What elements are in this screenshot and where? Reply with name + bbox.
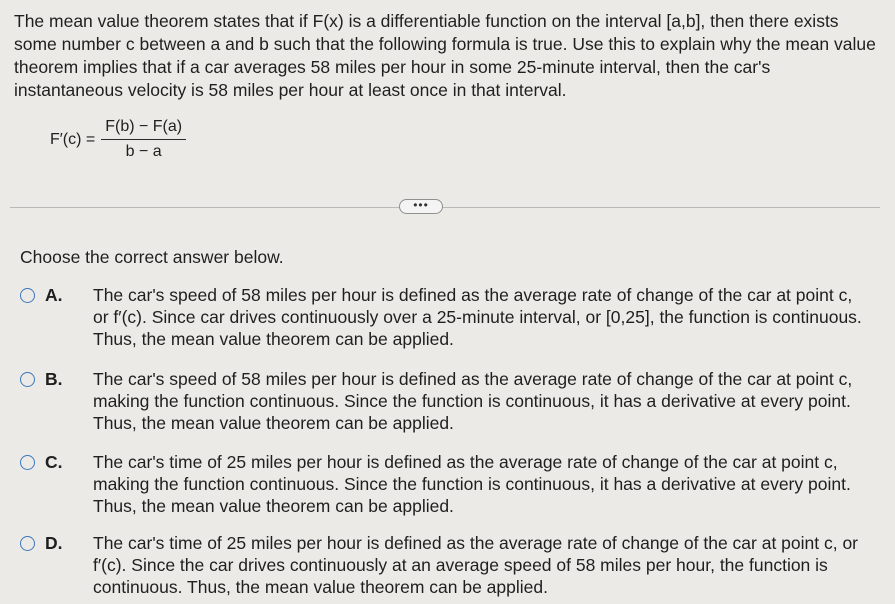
option-text-d[interactable]: The car's time of 25 miles per hour is defined as the average rate of change of the car at point c, or f′(c). Since the car drives continuously at an average speed of 58 miles per hour, the function is continuous. Thus, the mean value theorem can be applied.: [93, 533, 859, 597]
formula-numerator: F(b) − F(a): [101, 118, 186, 140]
mvt-formula: [50, 118, 186, 161]
formula-fraction: [101, 118, 186, 161]
option-letter-d: D.: [45, 533, 63, 553]
formula-lhs: F′(c) =: [50, 130, 96, 148]
answer-option-d[interactable]: [20, 532, 880, 598]
radio-button-a[interactable]: [20, 288, 35, 303]
formula-denominator: b − a: [125, 143, 162, 160]
option-letter-b: B.: [45, 369, 63, 389]
question-text: The mean value theorem states that if F(x) is a differentiable function on the interval [a,b], then there exists some number c between a and b such that the following formula is true. Use this to explain why the mean value theorem implies that if a car averages 58 miles per hour in some 25-minute interval, then the car's instantaneous velocity is 58 miles per hour at least once in that interval.: [14, 11, 876, 100]
option-letter-a: A.: [45, 285, 63, 305]
radio-button-d[interactable]: [20, 536, 35, 551]
section-divider: [10, 207, 880, 208]
option-letter-c: C.: [45, 452, 63, 472]
radio-button-c[interactable]: [20, 455, 35, 470]
option-text-a[interactable]: The car's speed of 58 miles per hour is defined as the average rate of change of the car at point c, or f′(c). Since car drives continuously over a 25-minute interval, or [0,25], the function is continuous. Thus, the mean value theorem can be applied.: [93, 285, 862, 349]
answer-option-c[interactable]: [20, 451, 880, 517]
option-text-c[interactable]: The car's time of 25 miles per hour is defined as the average rate of change of the car at point c, making the function continuous. Since the function is continuous, it has a derivative at every point. Thus, the mean value theorem can be applied.: [93, 452, 851, 516]
option-text-b[interactable]: The car's speed of 58 miles per hour is defined as the average rate of change of the car at point c, making the function continuous. Since the function is continuous, it has a derivative at every point. Thus, the mean value theorem can be applied.: [93, 369, 853, 433]
answer-option-b[interactable]: [20, 368, 880, 434]
answer-option-a[interactable]: [20, 284, 880, 350]
radio-button-b[interactable]: [20, 372, 35, 387]
expand-more-button[interactable]: •••: [399, 199, 443, 214]
answer-prompt: Choose the correct answer below.: [20, 247, 284, 267]
